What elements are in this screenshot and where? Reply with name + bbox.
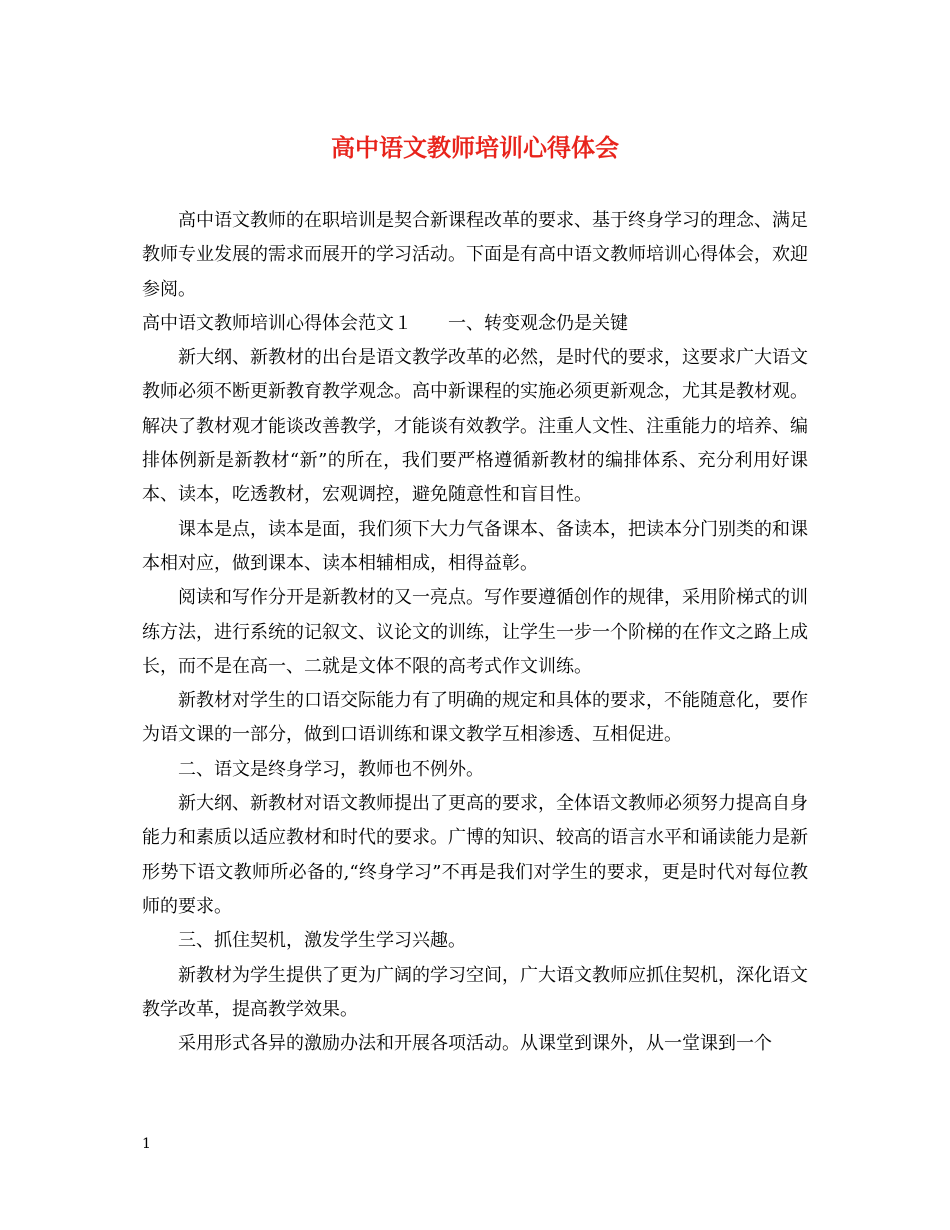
document-title: 高中语文教师培训心得体会	[331, 133, 619, 162]
paragraph-teacher-requirements: 新大纲、新教材对语文教师提出了更高的要求，全体语文教师必须努力提高自身能力和素质以适应教材和时代的要求。广博的知识、较高的语言水平和诵读能力是新形势下语文教师所必备的,“终身学习”不再是我们对学生的要求，更是时代对每位教师的要求。	[142, 793, 808, 917]
paragraph-reading-writing: 阅读和写作分开是新教材的又一亮点。写作要遵循创作的规律，采用阶梯式的训练方法，进行系统的记叙文、议论文的训练，让学生一步一个阶梯的在作文之路上成长，而不是在高一、二就是文体不限的高考式作文训练。	[142, 587, 808, 677]
paragraph-learning-space: 新教材为学生提供了更为广阔的学习空间，广大语文教师应抓住契机，深化语文教学改革，提高教学效果。	[142, 964, 808, 1020]
paragraph-section-heading-1: 高中语文教师培训心得体会范文１ 一、转变观念仍是关键	[142, 312, 628, 334]
paragraph-incentives: 采用形式各异的激励办法和开展各项活动。从课堂到课外，从一堂课到一个	[178, 1033, 772, 1055]
paragraph-intro: 高中语文教师的在职培训是契合新课程改革的要求、基于终身学习的理念、满足教师专业发展的需求而展开的学习活动。下面是有高中语文教师培训心得体会，欢迎参阅。	[142, 210, 808, 300]
paragraph-textbook-reader: 课本是点，读本是面，我们须下大力气备课本、备读本，把读本分门别类的和课本相对应，做到课本、读本相辅相成，相得益彰。	[142, 518, 808, 574]
paragraph-oral-communication: 新教材对学生的口语交际能力有了明确的规定和具体的要求，不能随意化，要作为语文课的一部分，做到口语训练和课文教学互相渗透、互相促进。	[142, 690, 808, 746]
paragraph-section-heading-2: 二、语文是终身学习，教师也不例外。	[178, 758, 484, 780]
paragraph-new-syllabus: 新大纲、新教材的出台是语文教学改革的必然，是时代的要求，这要求广大语文教师必须不断更新教育教学观念。高中新课程的实施必须更新观念，尤其是教材观。解决了教材观才能谈改善教学，才能谈有效教学。注重人文性、注重能力的培养、编排体例新是新教材“新”的所在，我们要严格遵循新教材的编排体系、充分利用好课本、读本，吃透教材，宏观调控，避免随意性和盲目性。	[142, 347, 808, 506]
paragraph-section-heading-3: 三、抓住契机，激发学生学习兴趣。	[178, 930, 466, 952]
document-body	[142, 204, 808, 1061]
page-number: 1	[142, 1136, 151, 1152]
